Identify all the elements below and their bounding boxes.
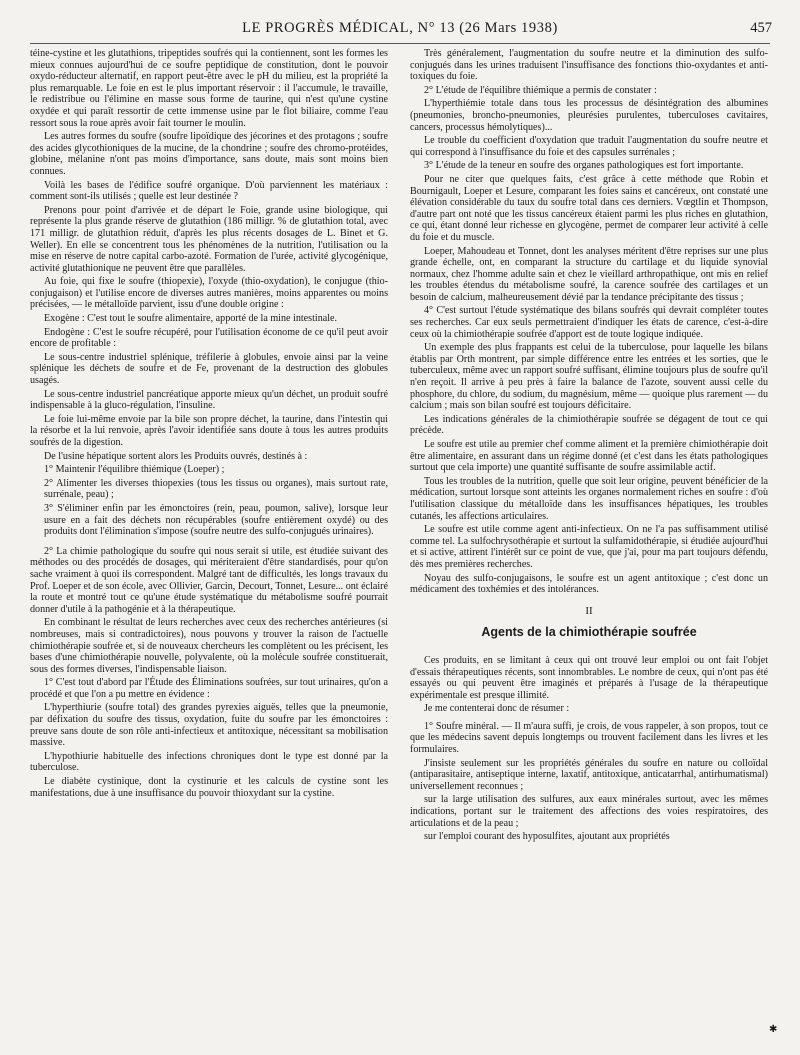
paragraph: Le diabète cystinique, dont la cystinurie et les calculs de cystine sont les manifestations, due à une insuffisance du pouvoir thioxydant sur la cystine. bbox=[30, 776, 388, 799]
paragraph: Les autres formes du soufre (soufre lipoïdique des jécorines et des protagons ; soufre des acides glycothioniques de la mucine, de la chondrine ; soufre des chromo-protéides, globine, mélanine n'ont pas moins d'importance, sans doute, mais sont moins bien connues. bbox=[30, 131, 388, 177]
paragraph: 2° La chimie pathologique du soufre qui nous serait si utile, est étudiée suivant des méthodes ou des procédés de dosages, qui mériteraient d'être standardisés, pour qu'on sache vraiment à quoi ils correspondent. Malgré tant de difficultés, les longs travaux du Prof. Loeper et de son école, avec Ollivier, Garcin, Decourt, Tonnet, Lesure... ont éclairé la route et montré tout ce qu'une étude systématique du métabolisme soufré pourrait donner d'utile à la pathogénie et à la thérapeutique. bbox=[30, 545, 388, 615]
paragraph: De l'usine hépatique sortent alors les Produits ouvrés, destinés à : bbox=[44, 450, 308, 462]
page-header bbox=[28, 20, 772, 40]
header-rule bbox=[30, 43, 770, 44]
section-number: II bbox=[585, 604, 593, 617]
paragraph: J'insiste seulement sur les propriétés générales du soufre en nature ou colloïdal (antiparasitaire, antiseptique interne, laxatif, antitoxique, anticatarrhal, antirhumatismal) universellement reconnues ; bbox=[410, 757, 768, 792]
page-number: 457 bbox=[750, 20, 772, 36]
paragraph: Le foie lui-même envoie par la bile son propre déchet, la taurine, dans l'intestin qui la résorbe et la lui renvoie, après l'avoir identifiée sans doute à tous les autres produits soufrés de la digestion. bbox=[30, 413, 388, 448]
paragraph: Les indications générales de la chimiothérapie soufrée se dégagent de tout ce qui précède. bbox=[410, 413, 768, 437]
paragraph: 4° C'est surtout l'étude systématique des bilans soufrés qui devrait compléter toutes ses recherches. Car eux seuls permettraient d'indiquer les états de carence, c'est-à-dire ceux où la chimiothérapie soufrée d'apport est de toute logique indiquée. bbox=[410, 305, 768, 340]
paragraph: Noyau des sulfo-conjugaisons, le soufre est un agent antitoxique ; c'est donc un médicament des toxhémies et des intolérances. bbox=[410, 572, 768, 596]
list-item: 3° S'éliminer enfin par les émonctoires (rein, peau, poumon, salive), lorsque leur usure en a fait des déchets non récupérables (soufre entièrement oxydé) ou des produits dont l'élimination s'impose (soufre neutre des sulfo-conjugués urinaires). bbox=[44, 502, 388, 538]
paragraph: Exogène : C'est tout le soufre alimentaire, apporté de la mine intestinale. bbox=[44, 313, 338, 325]
paragraph: téine-cystine et les glutathions, tripeptides soufrés qui la contiennent, sont les formes les mieux connues aujourd'hui de ce soufre peptidique de constitution, dont le pouvoir oxydo-réducteur alternatif, en rapport peut-être avec le pH du milieu, est la propriété la plus remarquable. Le foie en est le plus important réservoir : il l'accumule, le travaille, le redistribue ou l'élimine en masse sous forme de taurine, qui n'est qu'une cystine oxydée et qui paraît ressortir de cette immense usine par le flot biliaire, comme l'eau ressort sous la roue après avoir fait tourner le moulin. bbox=[30, 48, 388, 129]
paragraph: Loeper, Mahoudeau et Tonnet, dont les analyses méritent d'être reprises sur une plus grande échelle, ont, en comparant la structure du cartilage et du liquide synovial normaux, chez l'homme adulte sain et chez le vieillard arthropathique, ont mis en relief les troubles étendus du métabolisme soufré, la carence soufrée des cartilages et un besoin de calcium, malheureusement dévié par la tendance précipitante des tissus ; bbox=[410, 245, 768, 303]
paragraph: Tous les troubles de la nutrition, quelle que soit leur origine, peuvent bénéficier de la médication, surtout lorsque sont atteints les organes normalement riches en soufre : d'où l'utilisation classique du métalloïde dans les insuffisances hépatiques, les troubles cutanés, les affections articulaires. bbox=[410, 475, 768, 522]
paragraph: 1° C'est tout d'abord par l'Étude des Éliminations soufrées, sur tout urinaires, qu'on a procédé et que l'on a pu mettre en évidence : bbox=[30, 677, 388, 700]
journal-title: LE PROGRÈS MÉDICAL, N° 13 (26 Mars 1938) bbox=[242, 20, 558, 36]
paragraph: Le trouble du coefficient d'oxydation que traduit l'augmentation du soufre neutre et qui correspond à l'insuffisance du foie et des capsules surrénales ; bbox=[410, 135, 768, 158]
left-column bbox=[30, 48, 388, 1038]
list-item: 1° Maintenir l'équilibre thiémique (Loeper) ; bbox=[44, 464, 225, 476]
paragraph: Très généralement, l'augmentation du soufre neutre et la diminution des sulfo-conjugués dans les urines traduisent l'insuffisance des fonctions thio-oxydantes et anti-toxiques du foie. bbox=[410, 48, 768, 83]
paragraph: Au foie, qui fixe le soufre (thiopexie), l'oxyde (thio-oxydation), le conjugue (thio-conjugaison) et l'utilise encore de diverses autres manières, moins apparentes ou moins précisées, — le métalloïde parvient, issu d'une double origine : bbox=[30, 276, 388, 311]
section-title: Agents de la chimiothérapie soufrée bbox=[481, 625, 697, 640]
paragraph: Voilà les bases de l'édifice soufré organique. D'où parviennent les matériaux : comment sont-ils utilisés ; quelle est leur destinée ? bbox=[30, 179, 388, 203]
paragraph: 3° L'étude de la teneur en soufre des organes pathologiques est fort importante. bbox=[424, 160, 744, 172]
paragraph: Ces produits, en se limitant à ceux qui ont trouvé leur emploi ou ont fait l'objet d'essais thérapeutiques récents, sont innombrables. Le nombre de ceux, qui n'ont pas été essayés ou qui peuvent être imaginés et préparés à l'usage de la thérapeutique expérimentale est presque illimité. bbox=[410, 654, 768, 701]
paragraph: En combinant le résultat de leurs recherches avec ceux des recherches antérieures (si nombreuses, mais si contradictoires), nous pouvons y trouver la raison de l'actuelle chimiothérapie soufrée et, si de nouveaux chercheurs les complètent ou les précisent, les bases d'une chimiothérapie nouvelle, polyvalente, où la molécule soufrée constituerait, sous des formes diverses, l'indispensable liaison. bbox=[30, 617, 388, 675]
paragraph: Endogène : C'est le soufre récupéré, pour l'utilisation économe de ce qu'il peut avoir encore de profitable : bbox=[30, 326, 388, 350]
paragraph: Un exemple des plus frappants est celui de la tuberculose, pour laquelle les bilans établis par Orth montrent, par simple différence entre les entrées et les sorties, que le tuberculeux, même avec un rapport soufré suffisant, élimine toujours plus de soufre qu'il n'en reçoit. Il arrive à peu près à faire la balance de l'azote, souvent aussi celle du phosphore, du chlore, du sodium, du magnésium, même — quoique plus rarement — du calcium ; mais son bilan soufré est toujours déficitaire. bbox=[410, 342, 768, 412]
paragraph: L'hyperthiémie totale dans tous les processus de désintégration des albumines (pneumonies, broncho-pneumonies, pleurésies purulentes, tuberculoses cavitaires, cancers, processus hémolytiques)... bbox=[410, 98, 768, 133]
paragraph: 2° L'étude de l'équilibre thiémique a permis de constater : bbox=[424, 84, 657, 96]
right-column bbox=[410, 48, 768, 1038]
paragraph: sur l'emploi courant des hyposulfites, ajoutant aux propriétés bbox=[424, 831, 670, 843]
paragraph: sur la large utilisation des sulfures, aux eaux minérales surtout, avec les mêmes indications, portant sur le traitement des affections des voies respiratoires, des articulations et de la peau ; bbox=[410, 794, 768, 829]
paragraph: 1° Soufre minéral. — Il m'aura suffi, je crois, de vous rappeler, à son propos, tout ce que les médecins savent depuis longtemps ou trouvent facilement dans les livres et les formulaires. bbox=[410, 720, 768, 756]
paragraph: Le sous-centre industriel pancréatique apporte mieux qu'un déchet, un produit soufré indispensable à la gluco-régulation, l'insuline. bbox=[30, 388, 388, 412]
paragraph: Le soufre est utile comme agent anti-infectieux. On ne l'a pas suffisamment utilisé comme tel. La sulfochrysothérapie et surtout la sulfamidothérapie, si étudiée aujourd'hui et si active, attirent l'intérêt sur ce point de vue, que j'ai, pour ma part toujours défendu, dès mes premières recherches. bbox=[410, 524, 768, 570]
list-item: 2° Alimenter les diverses thiopexies (tous les tissus ou organes), mais surtout rate, surrénale, peau) ; bbox=[44, 477, 388, 501]
paragraph: Le sous-centre industriel splénique, tréfilerie à globules, envoie ainsi par la veine splénique les déchets de soufre et de Fe, provenant de la destruction des globules usagés. bbox=[30, 351, 388, 387]
ornament-icon: ✱ bbox=[769, 1024, 778, 1035]
paragraph: Le soufre est utile au premier chef comme aliment et la première chimiothérapie doit être alimentaire, en assurant dans un régime donné (et c'est dans les états pathologiques surtout que cela importe) une quantité suffisante de soufre assimilable actif. bbox=[410, 439, 768, 474]
paragraph: Prenons pour point d'arrivée et de départ le Foie, grande usine biologique, qui représente la plus grande réserve de glutathion (186 milligr. % de glutathion total, avec 171 milligr. de glutathion réduit, d'après les plus récents dosages de L. Binet et G. Weller). En elle se concentrent tous les phénomènes de la nutrition, l'utilisation ou la mise en réserve de notre capital carbo-azoté. Formation de l'urée, activité glycogénique, activité glutathionique ne peuvent être que parallèles. bbox=[30, 204, 388, 274]
paragraph: L'hyperthiurie (soufre total) des grandes pyrexies aiguës, telles que la pneumonie, par défixation du soufre des tissus, oxydation, fuite du soufre par les émonctoires : preuve sans doute de son rôle anti-infectieux et antitoxique, nécessitant sa mobilisation massive. bbox=[30, 702, 388, 749]
paragraph: L'hypothiurie habituelle des infections chroniques dont le type est donné par la tuberculose. bbox=[30, 750, 388, 774]
paragraph: Je me contenterai donc de résumer : bbox=[424, 703, 570, 715]
paragraph: Pour ne citer que quelques faits, c'est grâce à cette méthode que Robin et Bournigault, Loeper et Lesure, comparant les foies sains et cancéreux, ont constaté une élévation considérable du taux du soufre total dans ces derniers. Vœgtlin et Thompson, d'autre part ont noté que les tissus cancéreux étaient parmi les plus riches en glutathion, ce qui, étant donné leur richesse en glycogène, permet de comparer leur activité à celle du foie et du muscle. bbox=[410, 173, 768, 243]
